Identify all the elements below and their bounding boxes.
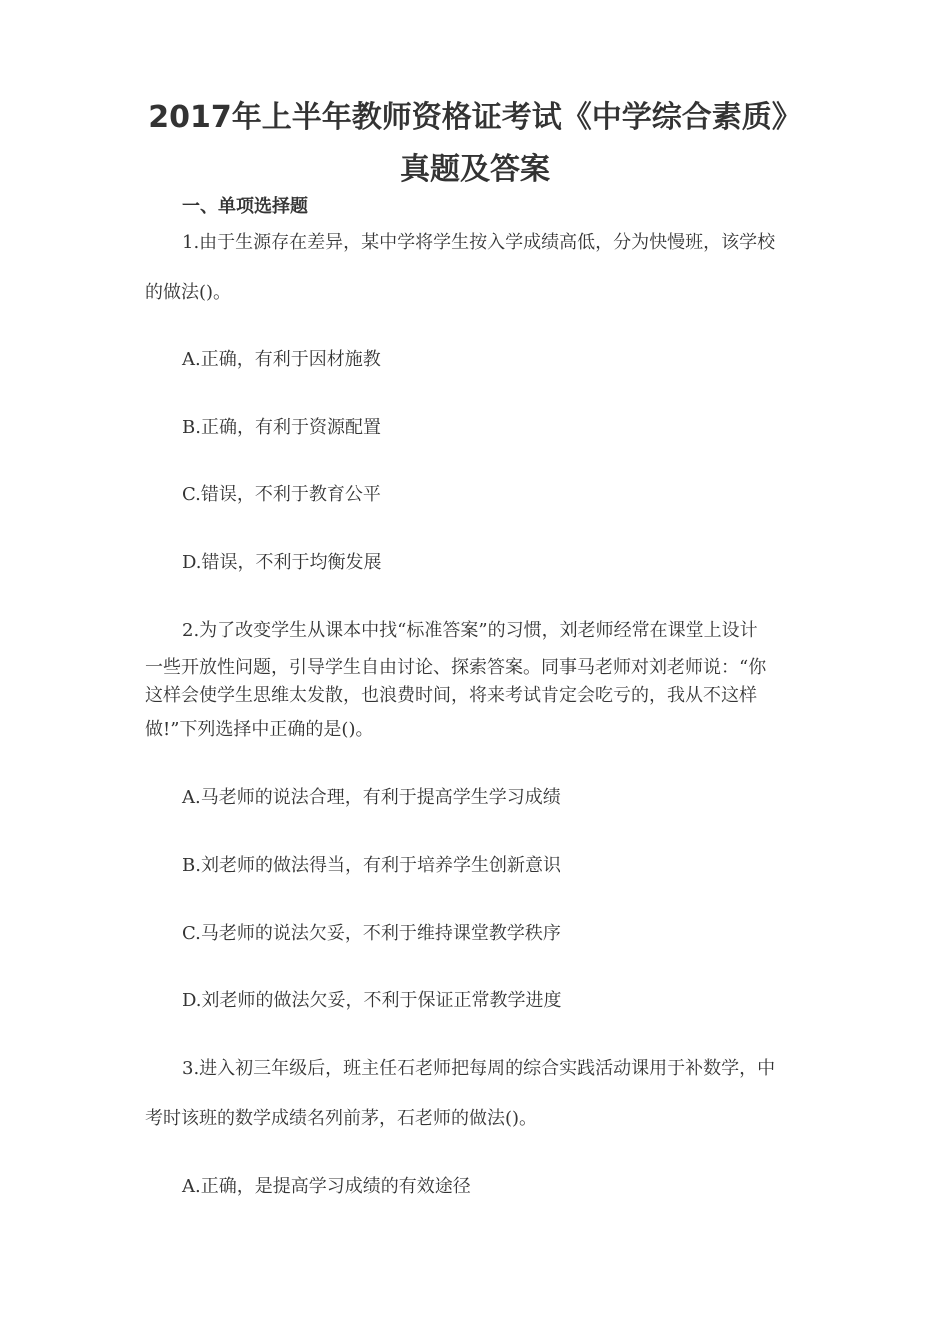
question-2-stem-line-3: 这样会使学生思维太发散，也浪费时间，将来考试肯定会吃亏的，我从不这样 [145,685,757,706]
document-title: 2017年上半年教师资格证考试《中学综合素质》 [148,100,802,135]
document-subtitle: 真题及答案 [400,152,550,187]
question-1-option-c: C.错误，不利于教育公平 [182,484,381,505]
question-2-option-a: A.马老师的说法合理，有利于提高学生学习成绩 [182,787,561,808]
question-2-option-c: C.马老师的说法欠妥，不利于维持课堂教学秩序 [182,923,561,944]
question-2-stem-line-1: 2.为了改变学生从课本中找“标准答案”的习惯，刘老师经常在课堂上设计 [182,620,758,641]
section-heading: 一、单项选择题 [182,196,308,217]
question-1-option-a: A.正确，有利于因材施教 [182,349,381,370]
question-1-option-d: D.错误，不利于均衡发展 [182,552,382,573]
question-3-stem-line-1: 3.进入初三年级后，班主任石老师把每周的综合实践活动课用于补数学，中 [182,1058,776,1079]
question-2-stem-line-2: 一些开放性问题，引导学生自由讨论、探索答案。同事马老师对刘老师说：“你 [145,657,767,678]
question-1-stem-line-2: 的做法()。 [145,282,232,303]
question-1-stem-line-1: 1.由于生源存在差异，某中学将学生按入学成绩高低，分为快慢班，该学校 [182,232,776,253]
question-2-option-d: D.刘老师的做法欠妥，不利于保证正常教学进度 [182,990,562,1011]
question-1-option-b: B.正确，有利于资源配置 [182,417,381,438]
question-3-stem-line-2: 考时该班的数学成绩名列前茅，石老师的做法()。 [145,1108,538,1129]
question-3-option-a: A.正确，是提高学习成绩的有效途径 [182,1176,471,1197]
question-2-option-b: B.刘老师的做法得当，有利于培养学生创新意识 [182,855,561,876]
question-2-stem-line-4: 做!”下列选择中正确的是()。 [145,719,374,740]
